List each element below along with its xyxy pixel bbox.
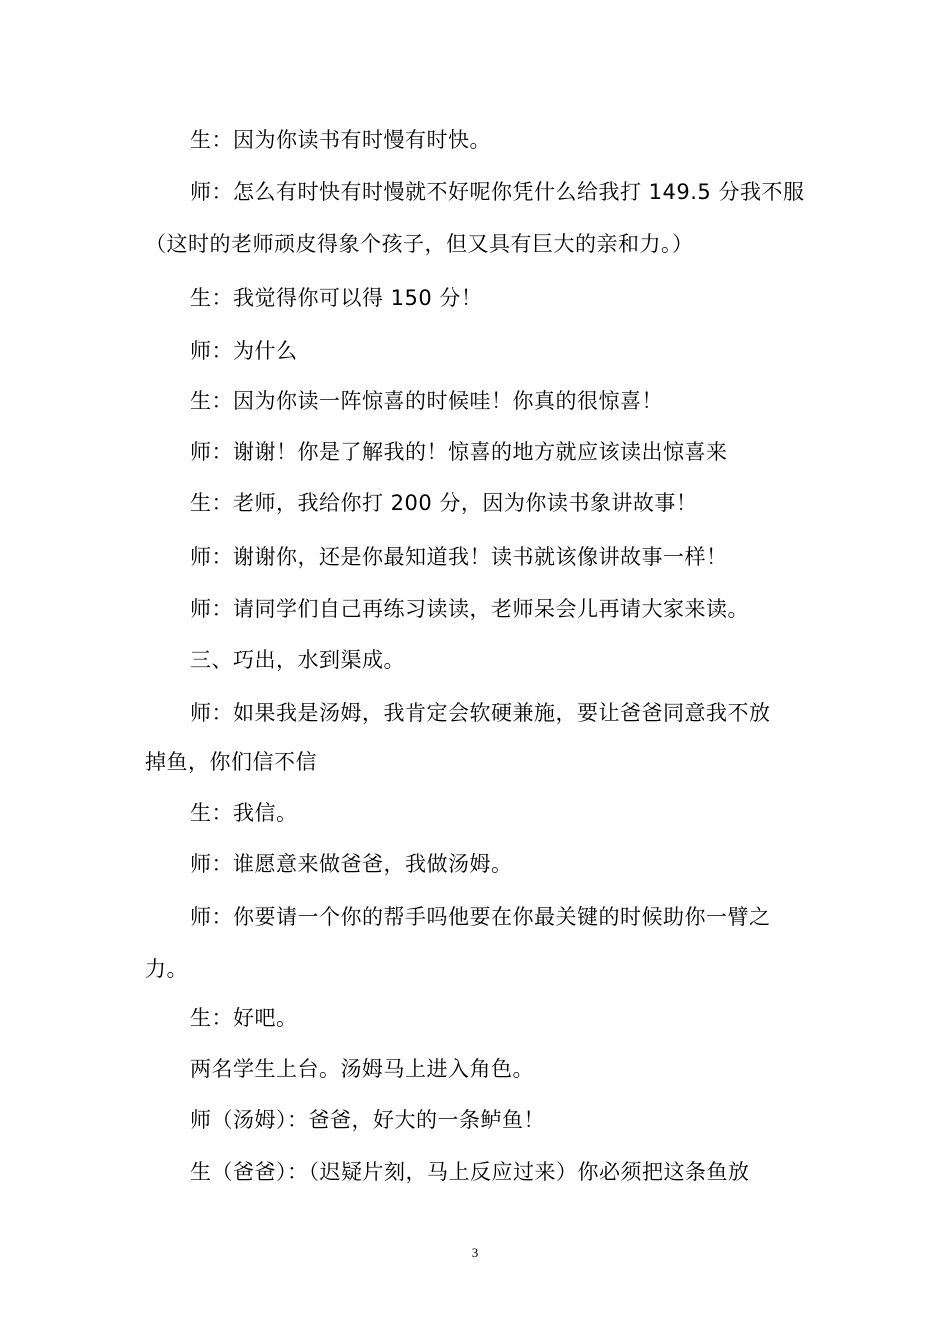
text-line: 两名学生上台。汤姆马上进入角色。 <box>190 1057 534 1081</box>
text-line: 生（爸爸）：（迟疑片刻，马上反应过来）你必须把这条鱼放 <box>190 1160 750 1184</box>
text-line: 师：谁愿意来做爸爸，我做汤姆。 <box>190 852 513 876</box>
text-line: 生：好吧。 <box>190 1006 298 1030</box>
text-line: 生：因为你读书有时慢有时快。 <box>190 128 491 152</box>
text-line: 掉鱼，你们信不信 <box>145 750 317 774</box>
text-line: 师：如果我是汤姆，我肯定会软硬兼施，要让爸爸同意我不放 <box>190 701 771 725</box>
text-line: 力。 <box>145 957 188 981</box>
text-line: 生：我信。 <box>190 801 298 825</box>
text-line: 师（汤姆）：爸爸，好大的一条鲈鱼！ <box>190 1108 545 1132</box>
page-number: 3 <box>471 1245 479 1260</box>
text-line: 师：怎么有时快有时慢就不好呢你凭什么给我打 149.5 分我不服 <box>190 180 805 204</box>
text-line: （这时的老师顽皮得象个孩子，但又具有巨大的亲和力。） <box>145 232 694 256</box>
text-line: 生：老师，我给你打 200 分，因为你读书象讲故事！ <box>190 491 698 515</box>
text-line: 师：请同学们自己再练习读读，老师呆会儿再请大家来读。 <box>190 597 749 621</box>
text-line: 生：我觉得你可以得 150 分！ <box>190 286 483 310</box>
text-line: 师：你要请一个你的帮手吗他要在你最关键的时候助你一臂之 <box>190 905 771 929</box>
text-line: 生：因为你读一阵惊喜的时候哇！你真的很惊喜！ <box>190 389 663 413</box>
text-line: 师：谢谢你，还是你最知道我！读书就该像讲故事一样！ <box>190 545 728 569</box>
section-heading: 三、巧出，水到渠成。 <box>190 648 405 672</box>
text-line: 师：谢谢！你是了解我的！惊喜的地方就应该读出惊喜来 <box>190 440 728 464</box>
text-line: 师：为什么 <box>190 339 298 363</box>
